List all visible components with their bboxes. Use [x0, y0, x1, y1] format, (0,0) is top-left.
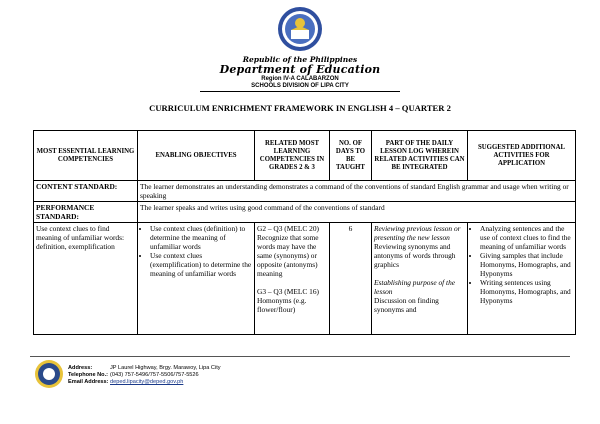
telephone-value: (043) 757-5496/757-5506/757-5526	[110, 372, 199, 378]
days-cell: 6	[330, 223, 372, 335]
header-days: NO. OF DAYS TO BE TAUGHT	[330, 131, 372, 181]
performance-standard-label: PERFORMANCE STANDARD:	[34, 202, 138, 223]
objective-item: • Use context clues (exemplification) to determine the meaning of unfamiliar words	[150, 251, 252, 278]
header-objectives: ENABLING OBJECTIVES	[138, 131, 255, 181]
header-related: RELATED MOST LEARNING COMPETENCIES IN GRADES 2 & 3	[255, 131, 330, 181]
dll-cell	[372, 223, 468, 335]
deped-seal-icon	[277, 6, 323, 52]
email-label: Email Address:	[68, 379, 109, 385]
header-dll: PART OF THE DAILY LESSON LOG WHEREIN RELATED ACTIVITIES CAN BE INTEGRATED	[372, 131, 468, 181]
region-label: Region IV-A CALABARZON	[261, 76, 339, 82]
address-label: Address:	[68, 365, 93, 371]
email-link[interactable]: deped.lipacity@deped.gov.ph	[110, 379, 184, 385]
content-standard-text: The learner demonstrates an understanding demonstrates a command of the conventions of standard English grammar and usage when writing or speaking	[138, 181, 576, 202]
footer-email	[68, 379, 183, 386]
republic-label: Republic of the Philippines	[242, 55, 358, 64]
header-melc: MOST ESSENTIAL LEARNING COMPETENCIES	[34, 131, 138, 181]
related-grade2: G2 – Q3 (MELC 20) Recognize that some words may have the same (synonyms) or opposite (antonyms) meaning	[257, 224, 319, 278]
related-cell	[255, 223, 330, 335]
footer-divider	[30, 356, 570, 357]
performance-standard-text: The learner speaks and writes using good command of the conventions of standard	[138, 202, 576, 223]
table-header-row	[34, 131, 576, 181]
activity-item: • Giving samples that include Homonyms, Homographs, and Hyponyms	[480, 251, 573, 278]
melc-cell: Use context clues to find meaning of unfamiliar words: definition, exemplification	[34, 223, 138, 335]
department-label: Department of Education	[219, 63, 381, 76]
document-title: CURRICULUM ENRICHMENT FRAMEWORK IN ENGLISH 4 – QUARTER 2	[149, 103, 451, 113]
performance-standard-row	[34, 202, 576, 223]
dll-text-review: Reviewing synonyms and antonyms of words through graphics	[374, 242, 456, 269]
dll-part-purpose: Establishing purpose of the lesson	[374, 278, 456, 296]
content-standard-row	[34, 181, 576, 202]
activities-cell	[468, 223, 576, 335]
framework-table	[33, 130, 576, 335]
header-divider	[200, 91, 400, 92]
dll-part-review: Reviewing previous lesson or presenting the new lesson	[374, 224, 461, 242]
address-value: JP Laurel Highway, Brgy. Marawoy, Lipa City	[110, 365, 221, 371]
table-row	[34, 223, 576, 335]
telephone-label: Telephone No.:	[68, 372, 108, 378]
dll-text-purpose: Discussion on finding synonyms and	[374, 296, 439, 314]
related-grade3: G3 – Q3 (MELC 16) Homonyms (e.g. flower/flour)	[257, 287, 319, 314]
objectives-cell	[138, 223, 255, 335]
division-label: SCHOOLS DIVISION OF LIPA CITY	[251, 83, 349, 89]
division-logo-icon	[34, 359, 64, 389]
activity-item: • Writing sentences using Homonyms, Homographs, and Hyponyms	[480, 278, 573, 305]
objective-item: • Use context clues (definition) to determine the meaning of unfamiliar words	[150, 224, 252, 251]
header-activities: SUGGESTED ADDITIONAL ACTIVITIES FOR APPLICATION	[468, 131, 576, 181]
footer-address	[68, 365, 221, 372]
activity-item: • Analyzing sentences and the use of context clues to find the meaning of unfamiliar words	[480, 224, 573, 251]
footer-telephone	[68, 372, 199, 379]
content-standard-label: CONTENT STANDARD:	[34, 181, 138, 202]
